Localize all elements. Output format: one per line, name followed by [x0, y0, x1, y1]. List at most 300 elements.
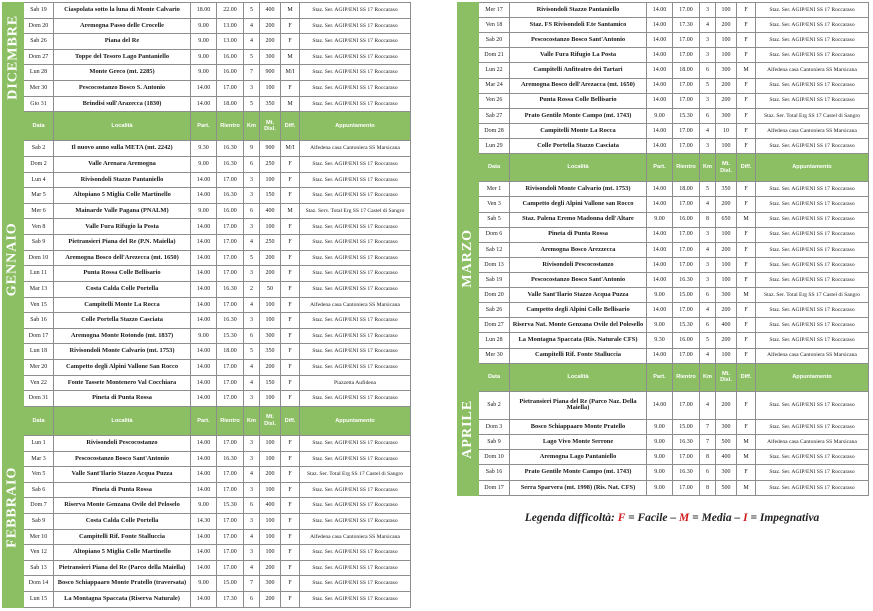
- departure-cell: 14.00: [191, 281, 217, 297]
- meeting-cell: Staz. Ser. AGIP/ENI SS 17 Roccaraso: [300, 451, 411, 467]
- meeting-cell: Piazzetta Aufidena: [300, 375, 411, 391]
- departure-cell: 9.00: [191, 498, 217, 514]
- departure-cell: 14.00: [191, 482, 217, 498]
- location-cell: Aremogna Bosco Arezzecca: [510, 242, 647, 257]
- location-cell: La Montagna Spaccata (Riserva Naturale): [54, 592, 191, 608]
- location-cell: Rivisondoli Pescocostanzo: [54, 435, 191, 451]
- column-header-meeting: Appuntamento: [300, 112, 411, 141]
- return-cell: 16.00: [217, 49, 244, 65]
- departure-cell: 9.00: [191, 328, 217, 344]
- legend-prefix: Legenda difficoltà:: [524, 512, 615, 524]
- column-header-meeting: Appuntamento: [300, 406, 411, 435]
- elevation-cell: 300: [716, 465, 737, 480]
- departure-cell: 14.00: [647, 138, 673, 153]
- location-cell: Bosco Schiappaaro Monte Pratello (traversata): [54, 576, 191, 592]
- location-cell: Rivisondoli Stazzo Pantaniello: [54, 172, 191, 188]
- elevation-cell: 350: [716, 182, 737, 197]
- return-cell: 16.00: [673, 333, 700, 348]
- date-cell: Dom 3: [479, 420, 510, 435]
- location-cell: Rivisondoli Stazzo Pantaniello: [510, 3, 647, 18]
- schedule-table-right: [457, 2, 869, 496]
- location-cell: Punta Rossa Colle Bellisario: [54, 266, 191, 282]
- location-cell: Campetto degli Alpini Vallone san Rocco: [510, 197, 647, 212]
- table-row: [3, 529, 411, 545]
- km-cell: 3: [700, 3, 716, 18]
- elevation-cell: 10: [716, 123, 737, 138]
- meeting-cell: Staz. Ser. AGIP/ENI SS 17 Roccaraso: [756, 197, 869, 212]
- return-cell: 17.00: [217, 235, 244, 251]
- km-cell: 7: [700, 420, 716, 435]
- location-cell: Campetto degli Alpini Vallone San Rocco: [54, 359, 191, 375]
- column-header-return: Rientro: [673, 154, 700, 182]
- location-cell: Rivisondoli Monte Calvario (mt. 1753): [54, 344, 191, 360]
- meeting-cell: Staz. Ser. AGIP/ENI SS 17 Roccaraso: [300, 498, 411, 514]
- table-header-row: [458, 154, 869, 182]
- difficulty-cell: F: [281, 592, 300, 608]
- elevation-cell: 200: [716, 333, 737, 348]
- difficulty-cell: F: [281, 157, 300, 173]
- elevation-cell: 900: [260, 141, 281, 157]
- return-cell: 17.00: [217, 545, 244, 561]
- table-row: [3, 545, 411, 561]
- date-cell: Mer 6: [24, 203, 54, 219]
- km-cell: 3: [700, 93, 716, 108]
- table-row: [3, 141, 411, 157]
- elevation-cell: 400: [716, 318, 737, 333]
- meeting-cell: Staz. Ser. Total Erg SS 17 Castel di Sangro: [756, 108, 869, 123]
- location-cell: Valle Arenara Aremogna: [54, 157, 191, 173]
- location-cell: Valle Sant'Ilario Stazzo Acqua Puzza: [510, 288, 647, 303]
- km-cell: 3: [700, 272, 716, 287]
- departure-cell: 14.00: [647, 33, 673, 48]
- km-cell: 4: [244, 18, 260, 34]
- elevation-cell: 400: [716, 450, 737, 465]
- km-cell: 3: [244, 219, 260, 235]
- location-cell: Lago Vivo Monte Serrone: [510, 435, 647, 450]
- km-cell: 4: [244, 235, 260, 251]
- date-cell: Ven 26: [479, 93, 510, 108]
- difficulty-cell: M/I: [281, 65, 300, 81]
- date-cell: Ven 5: [24, 467, 54, 483]
- table-row: [458, 242, 869, 257]
- elevation-cell: 200: [260, 18, 281, 34]
- elevation-cell: 250: [260, 235, 281, 251]
- departure-cell: 14.00: [191, 545, 217, 561]
- table-row: [458, 63, 869, 78]
- table-row: [3, 451, 411, 467]
- km-cell: 8: [700, 480, 716, 496]
- departure-cell: 14.00: [191, 391, 217, 407]
- return-cell: 16.30: [217, 157, 244, 173]
- meeting-cell: Staz. Ser. AGIP/ENI SS 17 Roccaraso: [756, 480, 869, 496]
- difficulty-cell: F: [737, 138, 756, 153]
- difficulty-cell: F: [737, 333, 756, 348]
- date-cell: Sab 16: [24, 313, 54, 329]
- return-cell: 16.00: [673, 212, 700, 227]
- elevation-cell: 200: [260, 34, 281, 50]
- km-cell: 5: [244, 3, 260, 19]
- km-cell: 6: [244, 203, 260, 219]
- departure-cell: 14.00: [191, 172, 217, 188]
- elevation-cell: 100: [716, 3, 737, 18]
- elevation-cell: 350: [260, 344, 281, 360]
- table-row: [458, 318, 869, 333]
- km-cell: 6: [700, 108, 716, 123]
- departure-cell: 9.00: [191, 576, 217, 592]
- column-header-date: Data: [24, 112, 54, 141]
- location-cell: Ciaspolata sotto la luna di Monte Calvario: [54, 3, 191, 19]
- meeting-cell: Staz. Ser. AGIP/ENI SS 17 Roccaraso: [300, 513, 411, 529]
- meeting-cell: Staz. Ser. AGIP/ENI SS 17 Roccaraso: [300, 250, 411, 266]
- meeting-cell: Staz. Ser. AGIP/ENI SS 17 Roccaraso: [756, 242, 869, 257]
- table-row: [458, 227, 869, 242]
- elevation-cell: 200: [716, 303, 737, 318]
- km-cell: 3: [700, 138, 716, 153]
- elevation-cell: 200: [260, 359, 281, 375]
- difficulty-cell: F: [737, 33, 756, 48]
- meeting-cell: Staz. Ser. AGIP/ENI SS 17 Roccaraso: [300, 576, 411, 592]
- departure-cell: 14.00: [191, 297, 217, 313]
- date-cell: Dom 21: [479, 48, 510, 63]
- departure-cell: 14.00: [647, 197, 673, 212]
- return-cell: 17.00: [673, 257, 700, 272]
- departure-cell: 14.00: [191, 359, 217, 375]
- return-cell: 15.00: [217, 576, 244, 592]
- location-cell: Campitelli Monte La Rocca: [510, 123, 647, 138]
- km-cell: 6: [700, 465, 716, 480]
- date-cell: Lun 18: [24, 344, 54, 360]
- elevation-cell: 250: [260, 157, 281, 173]
- km-cell: 8: [700, 212, 716, 227]
- date-cell: Ven 8: [24, 219, 54, 235]
- km-cell: 3: [700, 257, 716, 272]
- km-cell: 3: [700, 33, 716, 48]
- table-row: [458, 348, 869, 363]
- meeting-cell: Staz. Ser. AGIP/ENI SS 17 Roccaraso: [756, 18, 869, 33]
- departure-cell: 9.00: [647, 288, 673, 303]
- location-cell: Prato Gentile Monte Campo (mt. 1743): [510, 108, 647, 123]
- location-cell: Campitelli Anfiteatro dei Tartari: [510, 63, 647, 78]
- departure-cell: 14.00: [647, 272, 673, 287]
- column-header-difficulty: Diff.: [281, 406, 300, 435]
- meeting-cell: Staz. Ser. AGIP/ENI SS 17 Roccaraso: [300, 65, 411, 81]
- elevation-cell: 100: [260, 435, 281, 451]
- date-cell: Dom 17: [479, 480, 510, 496]
- departure-cell: 14.00: [191, 529, 217, 545]
- difficulty-cell: M: [281, 49, 300, 65]
- elevation-cell: 200: [716, 18, 737, 33]
- return-cell: 17.00: [673, 197, 700, 212]
- meeting-cell: Staz. Serv. Total Erg SS 17 Castel di Sangro: [300, 203, 411, 219]
- table-row: [3, 250, 411, 266]
- meeting-cell: Staz. Ser. AGIP/ENI SS 17 Roccaraso: [756, 465, 869, 480]
- column-header-departure: Part.: [647, 363, 673, 391]
- km-cell: 4: [700, 123, 716, 138]
- table-right-body: [458, 3, 869, 496]
- date-cell: Ven 18: [479, 18, 510, 33]
- return-cell: 17.00: [217, 250, 244, 266]
- location-cell: Mainarde Valle Pagana (PNALM): [54, 203, 191, 219]
- km-cell: 3: [700, 48, 716, 63]
- table-row: [3, 3, 411, 19]
- departure-cell: 9.30: [647, 333, 673, 348]
- return-cell: 15.30: [217, 328, 244, 344]
- km-cell: 6: [244, 328, 260, 344]
- location-cell: Campetto degli Alpini Colle Bellisario: [510, 303, 647, 318]
- meeting-cell: Staz. Ser. AGIP/ENI SS 17 Roccaraso: [300, 235, 411, 251]
- meeting-cell: Staz. Ser. AGIP/ENI SS 17 Roccaraso: [756, 48, 869, 63]
- table-row: [458, 303, 869, 318]
- location-cell: Aremogna Bosco dell'Arezacca (mt. 1650): [510, 78, 647, 93]
- km-cell: 5: [244, 250, 260, 266]
- elevation-cell: 100: [260, 81, 281, 97]
- date-cell: Dom 20: [479, 288, 510, 303]
- departure-cell: 14.00: [191, 96, 217, 112]
- difficulty-cell: M: [737, 450, 756, 465]
- meeting-cell: Staz. Ser. Total Erg SS 17 Castel di Sangro: [300, 467, 411, 483]
- elevation-cell: 100: [260, 545, 281, 561]
- departure-cell: 9.00: [191, 65, 217, 81]
- date-cell: Ven 22: [24, 375, 54, 391]
- return-cell: 17.00: [673, 450, 700, 465]
- km-cell: 4: [244, 560, 260, 576]
- location-cell: Aremogna Passo delle Crocelle: [54, 18, 191, 34]
- location-cell: Campitelli Rif. Fonte Stalluccia: [510, 348, 647, 363]
- location-cell: Il nuovo anno sulla META (mt. 2242): [54, 141, 191, 157]
- date-cell: Sab 26: [24, 34, 54, 50]
- table-row: [3, 281, 411, 297]
- meeting-cell: Staz. Ser. AGIP/ENI SS 17 Roccaraso: [756, 212, 869, 227]
- return-cell: 18.00: [673, 63, 700, 78]
- table-row: [3, 576, 411, 592]
- location-cell: Brindisi sull'Arazecca (1830): [54, 96, 191, 112]
- return-cell: 17.00: [217, 529, 244, 545]
- location-cell: Pineta di Punta Rossa: [54, 391, 191, 407]
- meeting-cell: Staz. Ser. AGIP/ENI SS 17 Roccaraso: [300, 219, 411, 235]
- elevation-cell: 300: [716, 63, 737, 78]
- km-cell: 5: [700, 182, 716, 197]
- difficulty-cell: F: [281, 467, 300, 483]
- elevation-cell: 500: [716, 480, 737, 496]
- difficulty-cell: M/I: [281, 141, 300, 157]
- location-cell: Pietransieri Piana del Re (Parco Naz. Della Maiella): [510, 391, 647, 419]
- departure-cell: 9.00: [647, 480, 673, 496]
- table-row: [458, 450, 869, 465]
- departure-cell: 9.00: [191, 203, 217, 219]
- month-band: [458, 154, 479, 364]
- elevation-cell: 300: [260, 328, 281, 344]
- table-header-row: [3, 112, 411, 141]
- elevation-cell: 100: [716, 48, 737, 63]
- elevation-cell: 200: [260, 467, 281, 483]
- column-header-departure: Part.: [191, 112, 217, 141]
- table-row: [3, 328, 411, 344]
- elevation-cell: 100: [260, 482, 281, 498]
- location-cell: Pineta di Punta Rossa: [54, 482, 191, 498]
- return-cell: 16.30: [673, 465, 700, 480]
- table-row: [3, 435, 411, 451]
- date-cell: Dom 10: [24, 250, 54, 266]
- departure-cell: 14.00: [191, 451, 217, 467]
- meeting-cell: Staz. Ser. AGIP/ENI SS 17 Roccaraso: [756, 3, 869, 18]
- departure-cell: 14.00: [647, 182, 673, 197]
- location-cell: Pescocostanzo Bosco Sant'Antonio: [510, 272, 647, 287]
- departure-cell: 14.00: [647, 48, 673, 63]
- table-row: [3, 344, 411, 360]
- date-cell: Lun 11: [24, 266, 54, 282]
- meeting-cell: Staz. Ser. AGIP/ENI SS 17 Roccaraso: [300, 188, 411, 204]
- meeting-cell: Staz. Ser. AGIP/ENI SS 17 Roccaraso: [756, 257, 869, 272]
- km-cell: 6: [700, 318, 716, 333]
- table-row: [3, 81, 411, 97]
- location-cell: Colle Portella Stazzo Casciata: [54, 313, 191, 329]
- meeting-cell: Staz. Ser. AGIP/ENI SS 17 Roccaraso: [756, 33, 869, 48]
- elevation-cell: 200: [716, 78, 737, 93]
- return-cell: 17.00: [217, 266, 244, 282]
- elevation-cell: 200: [260, 560, 281, 576]
- return-cell: 17.00: [217, 81, 244, 97]
- departure-cell: 14.00: [647, 3, 673, 18]
- meeting-cell: Staz. Ser. AGIP/ENI SS 17 Roccaraso: [756, 450, 869, 465]
- table-row: [3, 96, 411, 112]
- difficulty-cell: F: [281, 328, 300, 344]
- meeting-cell: Staz. Ser. AGIP/ENI SS 17 Roccaraso: [300, 313, 411, 329]
- difficulty-cell: F: [281, 391, 300, 407]
- elevation-cell: 100: [716, 272, 737, 287]
- column-header-location: Località: [54, 112, 191, 141]
- date-cell: Dom 27: [24, 49, 54, 65]
- table-row: [3, 49, 411, 65]
- month-band: [458, 363, 479, 495]
- date-cell: Dom 2: [24, 157, 54, 173]
- km-cell: 4: [700, 303, 716, 318]
- elevation-cell: 350: [260, 96, 281, 112]
- table-row: [458, 272, 869, 287]
- elevation-cell: 100: [260, 297, 281, 313]
- table-row: [458, 3, 869, 18]
- elevation-cell: 100: [260, 513, 281, 529]
- location-cell: Bosco Schiappaaro Monte Pratello: [510, 420, 647, 435]
- elevation-cell: 200: [716, 197, 737, 212]
- date-cell: Lun 28: [479, 333, 510, 348]
- elevation-cell: 100: [260, 529, 281, 545]
- column-header-km: Km: [244, 112, 260, 141]
- location-cell: Aremogna Monte Rotondo (mt. 1837): [54, 328, 191, 344]
- date-cell: Sab 9: [24, 235, 54, 251]
- km-cell: 4: [700, 242, 716, 257]
- return-cell: 17.00: [673, 348, 700, 363]
- location-cell: Valle Fura Rifugio la Posta: [54, 219, 191, 235]
- date-cell: Dom 28: [479, 123, 510, 138]
- return-cell: 17.00: [673, 480, 700, 496]
- date-cell: Dom 6: [479, 227, 510, 242]
- location-cell: Campitelli Rif. Fonte Stalluccia: [54, 529, 191, 545]
- date-cell: Lun 22: [479, 63, 510, 78]
- location-cell: Rivisondoli Pescocostanzo: [510, 257, 647, 272]
- km-cell: 5: [700, 78, 716, 93]
- return-cell: 17.00: [217, 359, 244, 375]
- departure-cell: 9.00: [191, 18, 217, 34]
- departure-cell: 14.00: [191, 560, 217, 576]
- location-cell: Aremogna Bosco dell'Arezecca (mt. 1650): [54, 250, 191, 266]
- location-cell: Altopiano 5 Miglia Colle Martinello: [54, 188, 191, 204]
- difficulty-cell: F: [737, 420, 756, 435]
- km-cell: 6: [244, 592, 260, 608]
- column-header-km: Km: [244, 406, 260, 435]
- month-label: FEBBRAIO: [4, 466, 20, 548]
- meeting-cell: Staz. Ser. AGIP/ENI SS 17 Roccaraso: [300, 172, 411, 188]
- elevation-cell: 100: [260, 172, 281, 188]
- return-cell: 16.30: [673, 435, 700, 450]
- meeting-cell: Staz. Ser. AGIP/ENI SS 17 Roccaraso: [300, 157, 411, 173]
- km-cell: 3: [700, 227, 716, 242]
- meeting-cell: Staz. Ser. AGIP/ENI SS 17 Roccaraso: [300, 3, 411, 19]
- date-cell: Sab 19: [479, 272, 510, 287]
- column-header-elevation: Mt. Disl.: [716, 154, 737, 182]
- difficulty-cell: F: [281, 34, 300, 50]
- location-cell: Costa Calda Colle Portella: [54, 513, 191, 529]
- departure-cell: 14.00: [647, 78, 673, 93]
- km-cell: 4: [700, 18, 716, 33]
- meeting-cell: Alfedena casa Cantoniera SS Marsicana: [756, 123, 869, 138]
- location-cell: Valle Fura Rifugio La Posta: [510, 48, 647, 63]
- departure-cell: 14.00: [191, 266, 217, 282]
- meeting-cell: Staz. Ser. AGIP/ENI SS 17 Roccaraso: [300, 545, 411, 561]
- meeting-cell: Staz. Ser. AGIP/ENI SS 17 Roccaraso: [300, 96, 411, 112]
- date-cell: Lun 28: [24, 65, 54, 81]
- date-cell: Dom 14: [24, 576, 54, 592]
- meeting-cell: Staz. Ser. AGIP/ENI SS 17 Roccaraso: [300, 18, 411, 34]
- table-row: [458, 93, 869, 108]
- return-cell: 17.00: [217, 467, 244, 483]
- return-cell: 17.00: [217, 297, 244, 313]
- difficulty-cell: F: [737, 227, 756, 242]
- difficulty-cell: F: [737, 3, 756, 18]
- km-cell: 9: [244, 141, 260, 157]
- difficulty-cell: F: [281, 219, 300, 235]
- return-cell: 17.00: [673, 3, 700, 18]
- departure-cell: 14.00: [647, 391, 673, 419]
- return-cell: 13.00: [217, 18, 244, 34]
- departure-cell: 14.00: [647, 303, 673, 318]
- column-header-location: Località: [54, 406, 191, 435]
- elevation-cell: 400: [260, 3, 281, 19]
- location-cell: Serra Sparvera (mt. 1998) (Ris. Nat. CFS): [510, 480, 647, 496]
- return-cell: 15.30: [673, 318, 700, 333]
- return-cell: 16.30: [217, 313, 244, 329]
- column-header-date: Data: [479, 363, 510, 391]
- departure-cell: 14.00: [647, 227, 673, 242]
- location-cell: Aremogna Lago Pantaniello: [510, 450, 647, 465]
- table-row: [3, 467, 411, 483]
- difficulty-cell: F: [281, 281, 300, 297]
- km-cell: 7: [700, 435, 716, 450]
- departure-cell: 9.00: [647, 450, 673, 465]
- table-row: [458, 123, 869, 138]
- location-cell: Monte Greco (mt. 2285): [54, 65, 191, 81]
- departure-cell: 14.00: [647, 63, 673, 78]
- return-cell: 17.00: [217, 219, 244, 235]
- month-label: GENNAIO: [4, 222, 20, 296]
- km-cell: 3: [244, 482, 260, 498]
- date-cell: Sab 6: [24, 482, 54, 498]
- column-header-elevation: Mt. Disl.: [260, 406, 281, 435]
- km-cell: 4: [244, 297, 260, 313]
- return-cell: 17.30: [217, 592, 244, 608]
- column-header-elevation: Mt. Disl.: [716, 363, 737, 391]
- difficulty-cell: F: [737, 182, 756, 197]
- departure-cell: 14.00: [191, 344, 217, 360]
